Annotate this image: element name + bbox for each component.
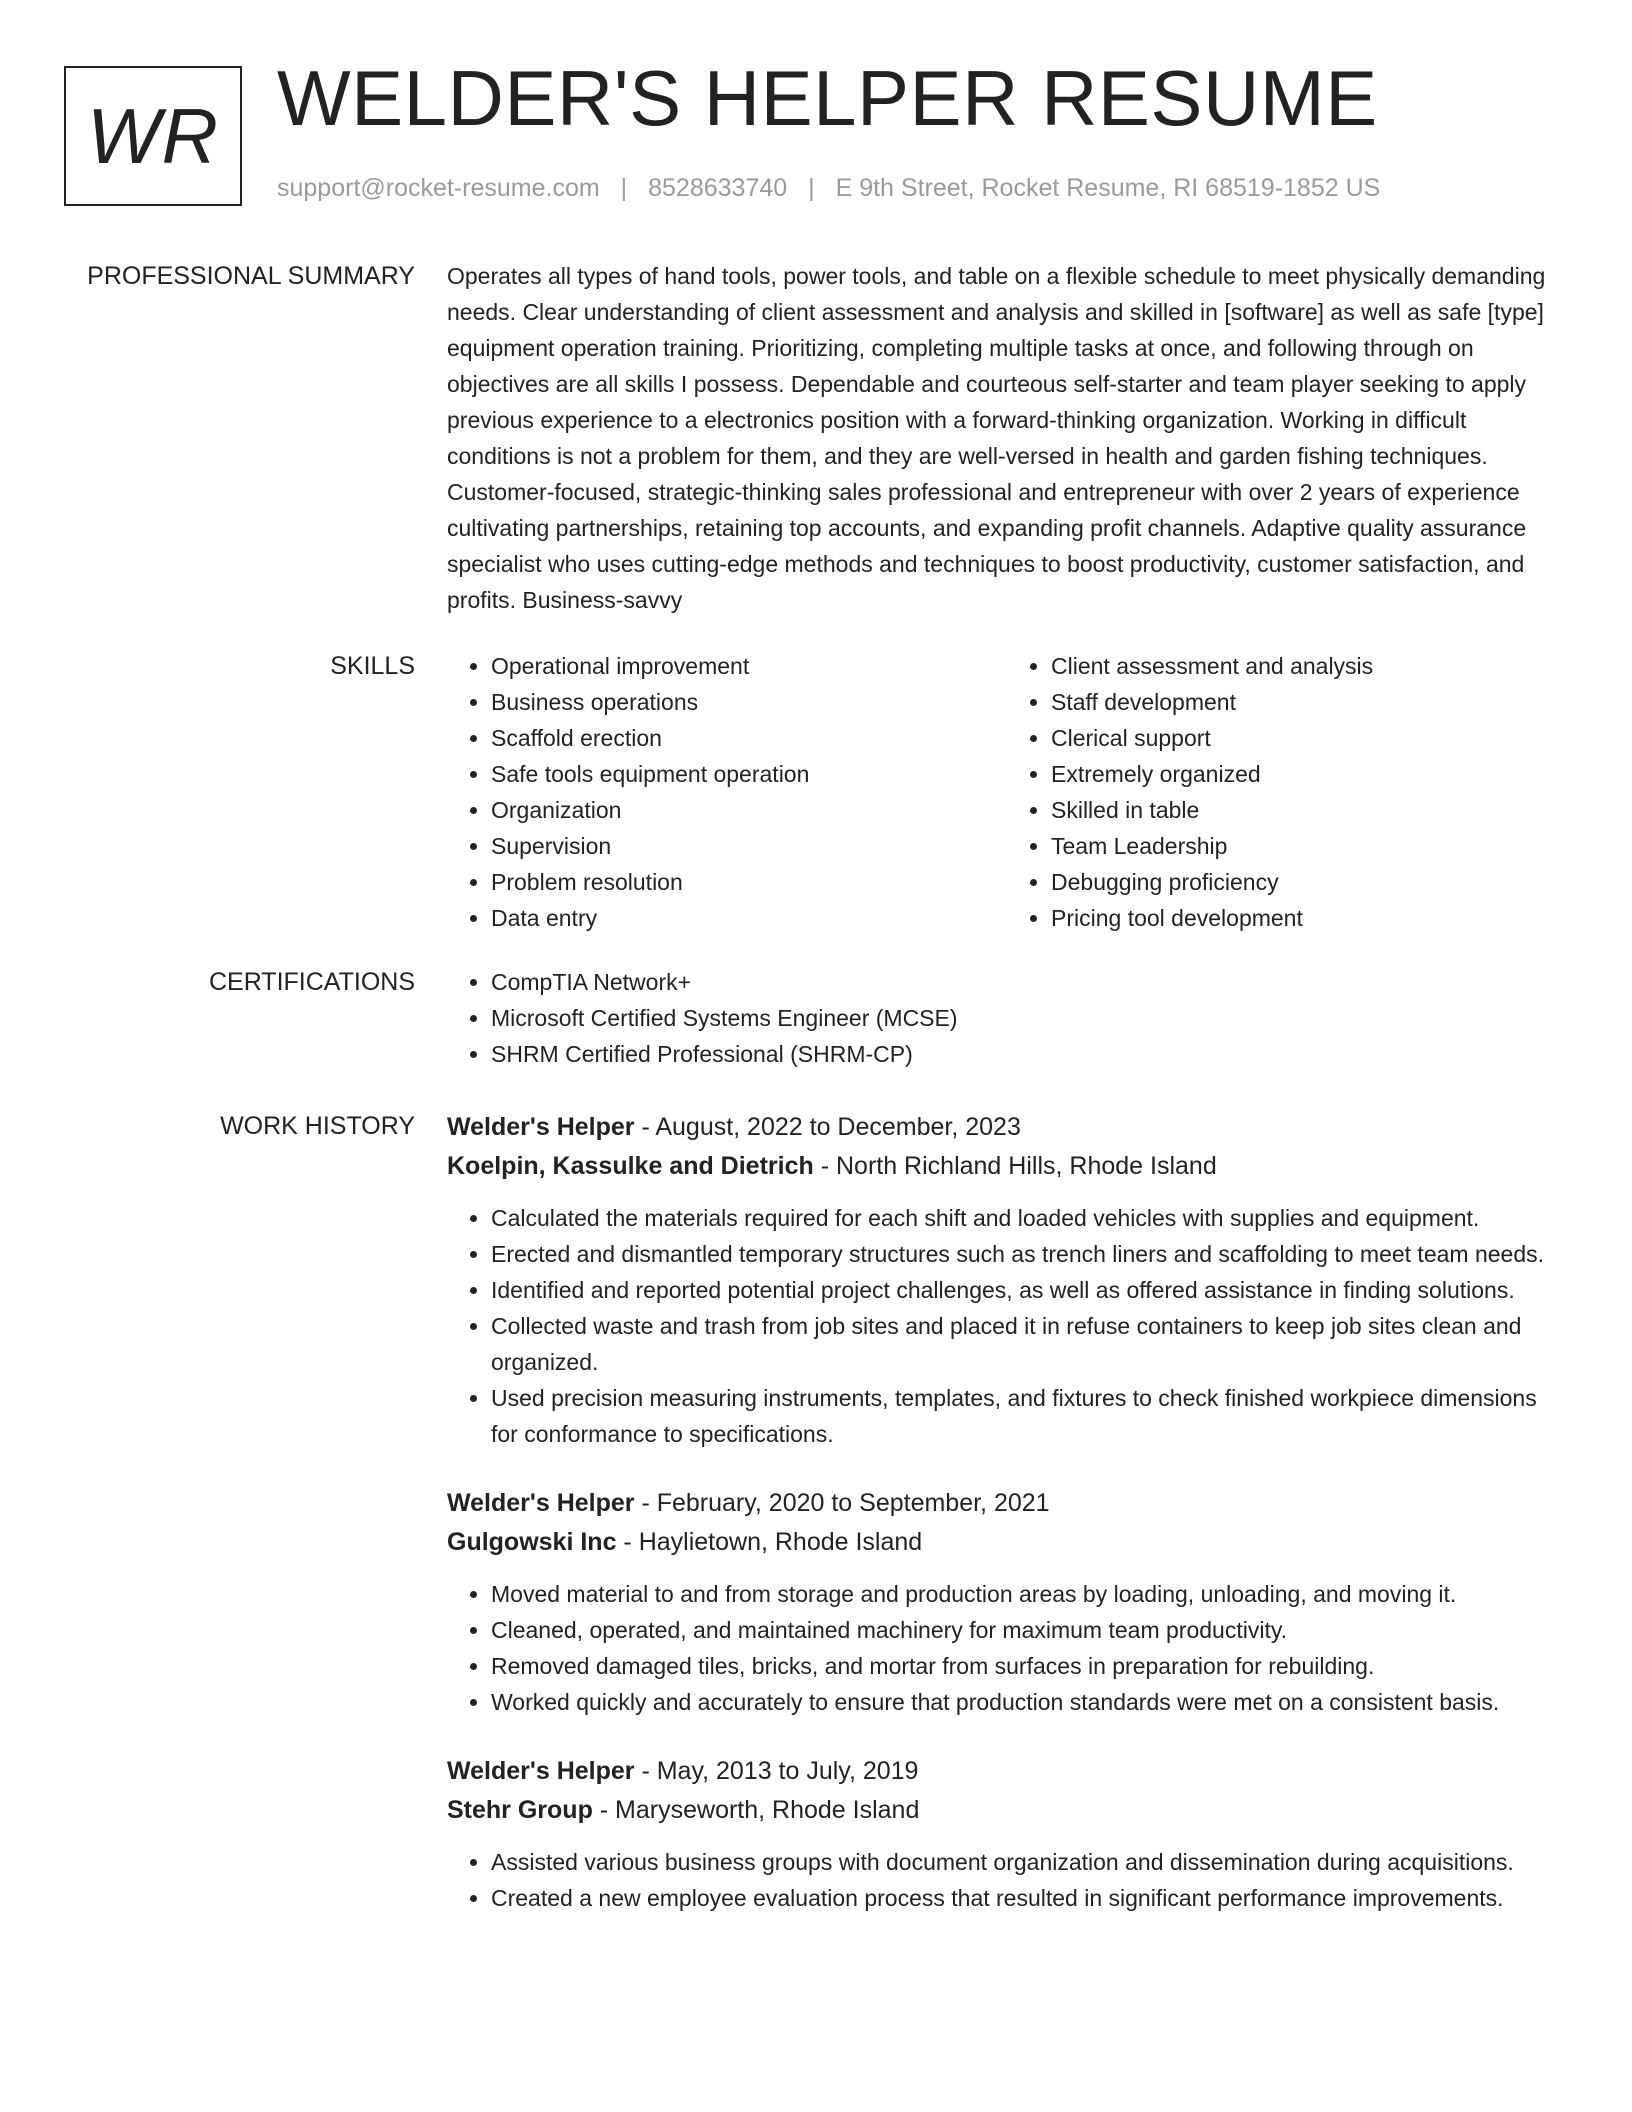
skill-item: • Supervision bbox=[491, 828, 1007, 864]
job-bullet: • Created a new employee evaluation process that resulted in significant performance improvements. bbox=[491, 1880, 1567, 1916]
job-bullet: • Assisted various business groups with document organization and dissemination during acquisitions. bbox=[491, 1844, 1567, 1880]
job-location: - Maryseworth, Rhode Island bbox=[592, 1796, 920, 1824]
job-company-line bbox=[447, 1791, 1567, 1830]
job-bullet: • Used precision measuring instruments, templates, and fixtures to check finished workpiece dimensions for conformance to specifications. bbox=[491, 1380, 1567, 1452]
skill-item: • Safe tools equipment operation bbox=[491, 756, 1007, 792]
contact-email[interactable]: support@rocket-resume.com bbox=[277, 174, 600, 202]
skill-item: • Clerical support bbox=[1051, 720, 1567, 756]
certification-item: • Microsoft Certified Systems Engineer (MCSE) bbox=[491, 1000, 1567, 1036]
job-dates: - August, 2022 to December, 2023 bbox=[634, 1113, 1021, 1141]
job-title-line bbox=[447, 1484, 1567, 1523]
skills-list-left bbox=[447, 648, 1007, 936]
section-heading-summary: PROFESSIONAL SUMMARY bbox=[87, 262, 415, 290]
job-bullet: • Erected and dismantled temporary structures such as trench liners and scaffolding to meet team needs. bbox=[491, 1236, 1567, 1272]
skill-item: • Data entry bbox=[491, 900, 1007, 936]
skill-item: • Skilled in table bbox=[1051, 792, 1567, 828]
job-bullet: • Cleaned, operated, and maintained machinery for maximum team productivity. bbox=[491, 1612, 1567, 1648]
job-entry bbox=[447, 1484, 1567, 1720]
job-dates: - February, 2020 to September, 2021 bbox=[634, 1489, 1050, 1517]
skills-list-right bbox=[1007, 648, 1567, 936]
job-bullets bbox=[447, 1200, 1567, 1452]
contact-address: E 9th Street, Rocket Resume, RI 68519-1852 US bbox=[835, 174, 1381, 202]
job-company: Gulgowski Inc bbox=[447, 1528, 617, 1556]
job-company: Koelpin, Kassulke and Dietrich bbox=[447, 1152, 814, 1180]
job-title: Welder's Helper bbox=[447, 1489, 635, 1517]
skill-item: • Problem resolution bbox=[491, 864, 1007, 900]
section-heading-skills: SKILLS bbox=[330, 652, 415, 680]
skill-item: • Pricing tool development bbox=[1051, 900, 1567, 936]
skill-item: • Client assessment and analysis bbox=[1051, 648, 1567, 684]
job-title-line bbox=[447, 1752, 1567, 1791]
skill-item: • Extremely organized bbox=[1051, 756, 1567, 792]
job-location: - Haylietown, Rhode Island bbox=[616, 1528, 923, 1556]
job-company-line bbox=[447, 1523, 1567, 1562]
job-bullet: • Moved material to and from storage and production areas by loading, unloading, and moving it. bbox=[491, 1576, 1567, 1612]
job-title: Welder's Helper bbox=[447, 1113, 635, 1141]
contact-separator: | bbox=[620, 174, 628, 202]
skill-item: • Business operations bbox=[491, 684, 1007, 720]
skill-item: • Debugging proficiency bbox=[1051, 864, 1567, 900]
job-dates: - May, 2013 to July, 2019 bbox=[634, 1757, 919, 1785]
contact-line bbox=[277, 174, 1380, 203]
contact-phone[interactable]: 8528633740 bbox=[648, 174, 788, 202]
certifications-list bbox=[447, 964, 1567, 1072]
skill-item: • Team Leadership bbox=[1051, 828, 1567, 864]
job-title: Welder's Helper bbox=[447, 1757, 635, 1785]
skill-item: • Scaffold erection bbox=[491, 720, 1007, 756]
job-location: - North Richland Hills, Rhode Island bbox=[813, 1152, 1217, 1180]
section-heading-work-history: WORK HISTORY bbox=[220, 1112, 415, 1140]
job-bullet: • Identified and reported potential project challenges, as well as offered assistance in finding solutions. bbox=[491, 1272, 1567, 1308]
job-company-line bbox=[447, 1147, 1567, 1186]
section-heading-certifications: CERTIFICATIONS bbox=[208, 968, 415, 996]
certification-item: • CompTIA Network+ bbox=[491, 964, 1567, 1000]
job-bullets bbox=[447, 1576, 1567, 1720]
job-bullet: • Worked quickly and accurately to ensure that production standards were met on a consistent basis. bbox=[491, 1684, 1567, 1720]
resume-title: WELDER'S HELPER RESUME bbox=[277, 54, 1378, 142]
certification-item: • SHRM Certified Professional (SHRM-CP) bbox=[491, 1036, 1567, 1072]
job-bullet: • Calculated the materials required for each shift and loaded vehicles with supplies and equipment. bbox=[491, 1200, 1567, 1236]
job-bullets bbox=[447, 1844, 1567, 1916]
job-entry bbox=[447, 1108, 1567, 1452]
job-company: Stehr Group bbox=[447, 1796, 593, 1824]
job-entry bbox=[447, 1752, 1567, 1916]
job-title-line bbox=[447, 1108, 1567, 1147]
job-bullet: • Collected waste and trash from job sites and placed it in refuse containers to keep job sites clean and organized. bbox=[491, 1308, 1567, 1380]
skill-item: • Staff development bbox=[1051, 684, 1567, 720]
skill-item: • Operational improvement bbox=[491, 648, 1007, 684]
monogram-logo: WR bbox=[64, 66, 242, 206]
summary-text: Operates all types of hand tools, power tools, and table on a flexible schedule to meet physically demanding needs. Clear understanding of client assessment and analysis and skilled in [software] as well as safe [type] equipment operation training. Prioritizing, completing multiple tasks at once, and following through on objectives are all skills I possess. Dependable and courteous self-starter and team player seeking to apply previous experience to a electronics position with a forward-thinking organization. Working in difficult conditions is not a problem for them, and they are well-versed in health and garden fishing techniques. Customer-focused, strategic-thinking sales professional and entrepreneur with over 2 years of experience cultivating partnerships, retaining top accounts, and expanding profit channels. Adaptive quality assurance specialist who uses cutting-edge methods and techniques to boost productivity, customer satisfaction, and profits. Business-savvy bbox=[447, 263, 1546, 613]
job-bullet: • Removed damaged tiles, bricks, and mortar from surfaces in preparation for rebuilding. bbox=[491, 1648, 1567, 1684]
contact-separator: | bbox=[808, 174, 815, 202]
skill-item: • Organization bbox=[491, 792, 1007, 828]
